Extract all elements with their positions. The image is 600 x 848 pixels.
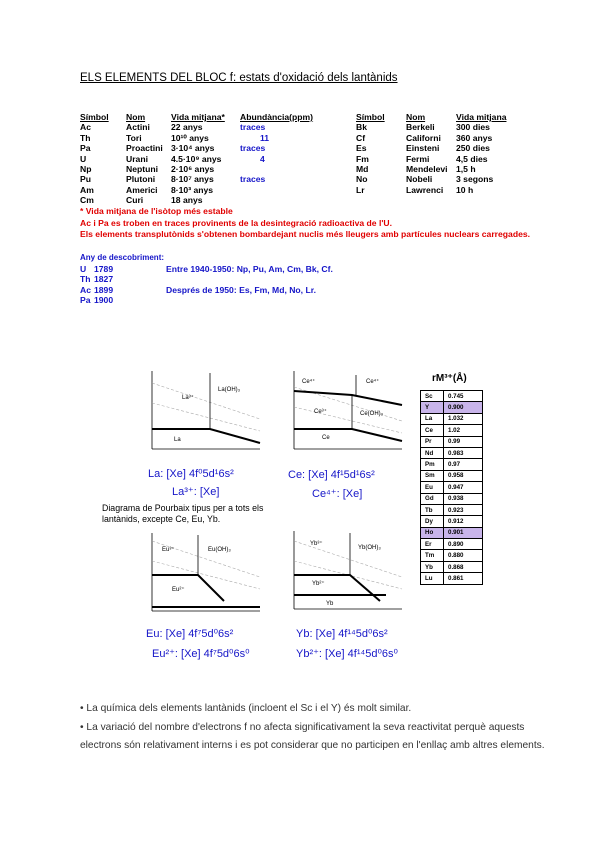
page-title: ELS ELEMENTS DEL BLOC f: estats d'oxidació dels lantànids (80, 72, 398, 84)
cell-symbol: Pu (80, 174, 91, 185)
cell-half-life: 8·10⁷ anys (171, 174, 214, 185)
la-config: La: [Xe] 4f⁰5d¹6s² (148, 468, 234, 480)
discovery-row (80, 295, 333, 305)
radii-value: 0.97 (444, 459, 483, 470)
cell-symbol: Am (80, 184, 94, 195)
bullet-item: • La química dels elements lantànids (incloent el Sc i el Y) és molt similar. (80, 703, 412, 714)
cell-half-life: 8·10³ anys (171, 184, 214, 195)
bullet-item: • La variació del nombre d'electrons f no afecta significativament la seva reactivitat perquè aquests electrons són relativament interns i es pot considerar que no participen en l'enllaç amb altres elements. (80, 721, 545, 752)
la-metal-label: La (174, 437, 181, 443)
eu-pourbaix-diagram (144, 531, 262, 613)
cell-name: Curi (126, 195, 144, 206)
radii-header: rM³⁺(Å) (432, 373, 467, 384)
discovery-element: Pa (80, 295, 91, 306)
cell-name: Californi (406, 132, 441, 143)
cell-name: Actini (126, 122, 150, 133)
ce-ce4-label: Ce⁴⁺ (302, 379, 316, 385)
cell-symbol: Bk (356, 122, 367, 133)
discovery-element: Ac (80, 284, 91, 295)
table-row (80, 195, 320, 205)
radii-row (421, 391, 483, 402)
radii-row (421, 550, 483, 561)
table-row (356, 133, 516, 143)
cell-name: Plutoni (126, 174, 156, 185)
table-row (80, 133, 320, 143)
cell-abundance: traces (240, 122, 266, 133)
cell-abundance (240, 195, 300, 205)
radii-element: Nd (421, 447, 444, 458)
pourbaix-caption-1: Diagrama de Pourbaix tipus per a tots els (102, 503, 264, 513)
cell-name: Urani (126, 153, 148, 164)
cell-abundance: 11 (260, 132, 270, 143)
cell-name: Fermi (406, 153, 430, 164)
cell-symbol: Cm (80, 195, 94, 206)
table-row (356, 154, 516, 164)
cell-name: Nobeli (406, 174, 433, 185)
bullet-text: La variació del nombre d'electrons f no afecta significativament la seva reactivitat perquè aquests electrons són relativament interns i es pot considerar que no participen en l'enllaç amb altres elements. (80, 721, 545, 752)
discovery-note: Després de 1950: Es, Fm, Md, No, Lr. (166, 284, 316, 295)
discovery-row (80, 274, 333, 284)
cell-symbol: Ac (80, 122, 91, 133)
radii-value: 0.890 (444, 539, 483, 550)
radii-row (421, 425, 483, 436)
discovery-row (80, 285, 333, 295)
cell-name: Proactini (126, 143, 163, 154)
radii-element: Lu (421, 573, 444, 584)
cell-half-life: 10 h (456, 184, 474, 195)
cell-abundance (240, 164, 300, 174)
radii-element: Ho (421, 527, 444, 538)
yb-ion-config: Yb²⁺: [Xe] 4f¹⁴5d⁰6s⁰ (296, 648, 398, 660)
table-row (356, 143, 516, 153)
ce-config: Ce: [Xe] 4f¹5d¹6s² (288, 469, 375, 481)
cell-name: Einsteni (406, 143, 440, 154)
cell-abundance (240, 185, 300, 195)
cell-abundance: traces (240, 143, 266, 154)
la-pourbaix-diagram (144, 369, 262, 451)
radii-element: La (421, 413, 444, 424)
yb-ion-label: Yb³⁺ (310, 541, 323, 547)
cell-half-life: 4.5·10⁹ anys (171, 153, 222, 164)
header-abundance: Abundància(ppm) (240, 112, 314, 122)
bullet-list (80, 700, 550, 756)
cell-half-life: 250 dies (456, 143, 490, 154)
cell-symbol: No (356, 174, 368, 185)
cell-symbol: Fm (356, 153, 369, 164)
note-transplutonic: Els elements transplutònids s'obtenen bombardejant nuclis més lleugers amb partícules nuclears carregades. (80, 229, 531, 239)
radii-value: 1.032 (444, 413, 483, 424)
radii-value: 0.868 (444, 561, 483, 572)
header-name: Nom (406, 112, 426, 122)
cell-symbol: Pa (80, 143, 91, 154)
radii-row (421, 493, 483, 504)
eu-oh3-label: Eu(OH)₃ (208, 547, 231, 553)
cell-half-life: 22 anys (171, 122, 203, 133)
cell-half-life: 3·10⁴ anys (171, 143, 215, 154)
table-row (356, 164, 516, 174)
cell-symbol: Md (356, 163, 369, 174)
ionic-radii-table (420, 373, 483, 585)
radii-element: Eu (421, 482, 444, 493)
radii-row (421, 516, 483, 527)
yb-ion2-label: Yb²⁺ (312, 581, 325, 587)
radii-value: 1.02 (444, 425, 483, 436)
cell-half-life: 360 anys (456, 132, 493, 143)
cell-abundance: 4 (260, 153, 265, 164)
eu-ion-label: Eu³⁺ (162, 547, 175, 553)
radii-element: Dy (421, 516, 444, 527)
cell-name: Mendelevi (406, 163, 448, 174)
cell-symbol: Cf (356, 132, 366, 143)
radii-row (421, 527, 483, 538)
cell-symbol: Lr (356, 184, 365, 195)
note-traces: Ac i Pa es troben en traces provinents de la desintegració radioactiva de l'U. (80, 218, 393, 228)
radii-row (421, 459, 483, 470)
table-row (356, 174, 516, 184)
discovery-note: Entre 1940-1950: Np, Pu, Am, Cm, Bk, Cf. (166, 264, 333, 274)
radii-value: 0.912 (444, 516, 483, 527)
discovery-list (80, 264, 333, 306)
table-row (80, 143, 320, 153)
radii-element: Sc (421, 391, 444, 402)
note-half-life: * Vida mitjana de l'isòtop més estable (80, 206, 233, 216)
cell-abundance: traces (240, 174, 266, 185)
ce-oh3-label: Ce(OH)₃ (360, 411, 384, 417)
eu-ion-config: Eu²⁺: [Xe] 4f⁷5d⁰6s⁰ (152, 648, 250, 660)
radii-value: 0.947 (444, 482, 483, 493)
cell-half-life: 3 segons (456, 174, 494, 185)
cell-half-life: 10¹⁰ anys (171, 132, 209, 143)
yb-pourbaix-diagram (286, 529, 404, 611)
radii-element: Tm (421, 550, 444, 561)
discovery-heading: Any de descobriment: (80, 253, 165, 262)
radii-value: 0.99 (444, 436, 483, 447)
cell-name: Americi (126, 184, 158, 195)
discovery-year: 1900 (94, 295, 114, 306)
cell-name: Berkeli (406, 122, 435, 133)
cell-name: Tori (126, 132, 142, 143)
discovery-element: U (80, 264, 87, 274)
cell-symbol: Th (80, 132, 91, 143)
radii-element: Er (421, 539, 444, 550)
radii-row (421, 470, 483, 481)
ce-ion-config: Ce⁴⁺: [Xe] (312, 488, 363, 500)
radii-element: Sm (421, 470, 444, 481)
table-row (80, 185, 320, 195)
radii-row (421, 561, 483, 572)
yb-oh3-label: Yb(OH)₃ (358, 545, 381, 551)
table-row (80, 122, 320, 132)
table-header (80, 112, 320, 122)
actinides-table-right (356, 112, 516, 195)
radii-value: 0.901 (444, 527, 483, 538)
radii-value: 0.745 (444, 391, 483, 402)
table-row (80, 164, 320, 174)
eu-config: Eu: [Xe] 4f⁷5d⁰6s² (146, 628, 234, 640)
radii-element: Tb (421, 504, 444, 515)
radii-value: 0.880 (444, 550, 483, 561)
header-half-life: Vida mitjana (456, 112, 507, 122)
cell-half-life: 4,5 dies (456, 153, 488, 164)
radii-element: Pr (421, 436, 444, 447)
radii-row (421, 413, 483, 424)
radii-row (421, 504, 483, 515)
radii-element: Yb (421, 561, 444, 572)
yb-metal-label: Yb (326, 601, 334, 607)
eu-ion2-label: Eu²⁺ (172, 587, 185, 593)
radii-value: 0.923 (444, 504, 483, 515)
discovery-row (80, 264, 333, 274)
actinides-table-left (80, 112, 320, 206)
cell-half-life: 300 dies (456, 122, 490, 133)
header-symbol: Símbol (356, 112, 385, 122)
table-row (80, 174, 320, 184)
radii-row (421, 573, 483, 584)
table-row (356, 185, 516, 195)
radii-value: 0.900 (444, 402, 483, 413)
radii-element: Gd (421, 493, 444, 504)
discovery-element: Th (80, 274, 91, 285)
cell-symbol: Es (356, 143, 367, 154)
radii-element: Ce (421, 425, 444, 436)
table-header (356, 112, 516, 122)
cell-symbol: Np (80, 163, 92, 174)
radii-value: 0.958 (444, 470, 483, 481)
radii-value: 0.983 (444, 447, 483, 458)
table-row (356, 122, 516, 132)
radii-element: Pm (421, 459, 444, 470)
ce-metal-label: Ce (322, 435, 330, 441)
radii-row (421, 436, 483, 447)
header-name: Nom (126, 112, 146, 122)
cell-half-life: 1,5 h (456, 163, 476, 174)
header-half-life: Vida mitjana* (171, 112, 225, 122)
radii-row (421, 402, 483, 413)
yb-config: Yb: [Xe] 4f¹⁴5d⁰6s² (296, 628, 388, 640)
radii-row (421, 539, 483, 550)
la-ion-config: La³⁺: [Xe] (172, 486, 220, 498)
ce-ion-label: Ce³⁺ (314, 409, 327, 415)
cell-name: Neptuni (126, 163, 158, 174)
cell-name: Lawrenci (406, 184, 444, 195)
pourbaix-caption-2: lantànids, excepte Ce, Eu, Yb. (102, 514, 221, 524)
radii-value: 0.861 (444, 573, 483, 584)
bullet-text: La química dels elements lantànids (incloent el Sc i el Y) és molt similar. (86, 703, 412, 714)
radii-element: Y (421, 402, 444, 413)
cell-half-life: 18 anys (171, 195, 203, 206)
la-ion-label: La³⁺ (182, 395, 194, 401)
discovery-year: 1789 (94, 264, 114, 274)
cell-half-life: 2·10⁶ anys (171, 163, 215, 174)
discovery-year: 1899 (94, 284, 114, 295)
cell-symbol: U (80, 153, 87, 164)
la-oh3-label: La(OH)₃ (218, 387, 241, 393)
table-row (80, 154, 320, 164)
discovery-year: 1827 (94, 274, 114, 285)
radii-row (421, 447, 483, 458)
ce-pourbaix-diagram (286, 369, 404, 451)
radii-value: 0.938 (444, 493, 483, 504)
radii-row (421, 482, 483, 493)
header-symbol: Símbol (80, 112, 109, 122)
ce-ce4-right-label: Ce⁴⁺ (366, 379, 380, 385)
